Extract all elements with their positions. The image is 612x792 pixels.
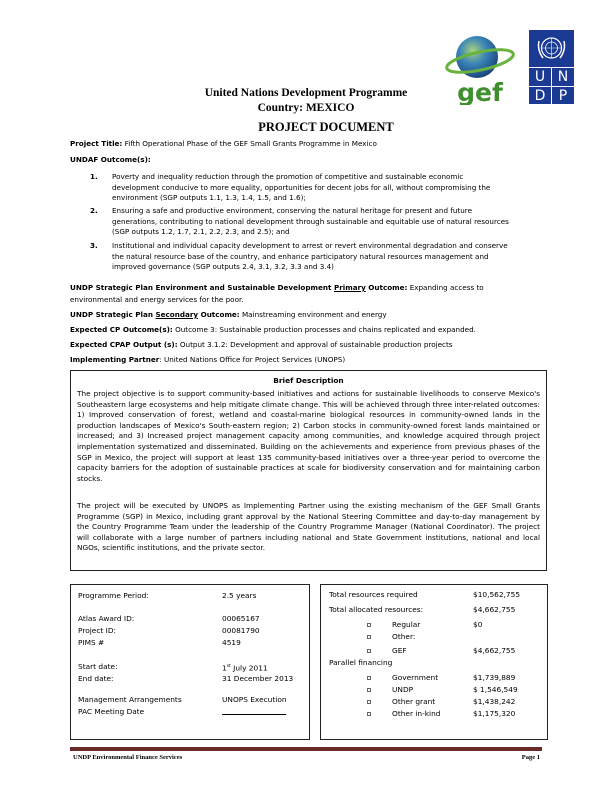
bullet-icon [367, 649, 371, 653]
cpap-output-row [70, 340, 550, 351]
pac-meeting-date-blank [222, 713, 286, 715]
cp-outcome-row [70, 325, 550, 336]
implementing-partner-value: : United Nations Office for Project Services (UNOPS) [159, 355, 346, 364]
undaf-outcome-3 [90, 241, 550, 274]
government-value: $1,739,889 [473, 673, 516, 682]
brief-paragraph-2: The project will be executed by UNOPS as Implementing Partner using the existing mechanism of the GEF Small Grants Programme (SGP) in Mexico, including grant approval by the National Steering Committee and day-to-day management by the Country Programme Team under the leadership of the Country Programme Manager (National Coordinator). The project will collaborate with a large number of partners including national and State Government institutions, national and local NGOs, scientific institutions, and the private sector. [77, 501, 540, 553]
atlas-award-id-label: Atlas Award ID: [78, 614, 135, 623]
outcome-line: development conducive to more equality, opportunities for decent jobs for all, without compromising the [112, 182, 491, 192]
undp-letter-d: D [534, 88, 546, 104]
gef-label: GEF [392, 646, 407, 655]
management-value: UNOPS Execution [222, 695, 287, 704]
secondary-underlined: Secondary [155, 310, 199, 319]
cpap-output-value: Output 3.1.2: Development and approval of sustainable production projects [177, 340, 453, 349]
secondary-outcome-value: Mainstreaming environment and energy [239, 310, 387, 319]
bullet-icon [367, 712, 371, 716]
start-date-label: Start date: [78, 662, 118, 671]
outcome-number: 1. [90, 172, 98, 181]
end-date-label: End date: [78, 674, 114, 683]
primary-outcome-value-cont: environmental and energy services for the poor. [70, 295, 244, 304]
outcome-line: Ensuring a safe and productive environment, conserving the natural heritage for present and future [112, 206, 472, 215]
bullet-icon [367, 623, 371, 627]
government-label: Government [392, 673, 439, 682]
undaf-label: UNDAF Outcome(s): [70, 155, 151, 164]
end-date-value: 31 December 2013 [222, 674, 294, 683]
page-number: Page 1 [521, 754, 540, 761]
outcome-number: 2. [90, 206, 98, 215]
outcome-line: environment (SGP outputs 1.1, 1.3, 1.4, 1.5, and 1.6); [112, 193, 306, 202]
primary-outcome-label: UNDP Strategic Plan Environment and Sustainable Development [70, 283, 334, 292]
project-id-label: Project ID: [78, 626, 116, 635]
outcome-line: generations, contributing to national development through sustainable and equitable use of natural resources [112, 216, 509, 226]
project-id-value: 00081790 [222, 626, 260, 635]
project-title-row [70, 139, 550, 150]
cp-outcome-label: Expected CP Outcome(s): [70, 325, 173, 334]
regular-label: Regular [392, 620, 421, 629]
parallel-financing-label: Parallel financing [329, 658, 393, 667]
undp-label: UNDP [392, 685, 414, 694]
total-allocated-value: $4,662,755 [473, 605, 516, 614]
pims-value: 4519 [222, 638, 241, 647]
other-in-kind-label: Other in-kind [392, 709, 441, 718]
programme-period-label: Programme Period: [78, 591, 149, 600]
outcome-line: improved governance (SGP outputs 2.4, 3.1, 3.2, 3.3 and 3.4) [112, 262, 334, 271]
regular-value: $0 [473, 620, 483, 629]
un-emblem-icon [535, 33, 568, 64]
programme-period-value: 2.5 years [222, 591, 257, 600]
other-in-kind-value: $1,175,320 [473, 709, 516, 718]
project-info-box [70, 584, 310, 740]
project-title-label: Project Title: [70, 139, 123, 148]
secondary-outcome-row [70, 310, 550, 321]
gef-value: $4,662,755 [473, 646, 516, 655]
brief-paragraph-1: The project objective is to support community-based initiatives and actions for sustainable livelihoods to conserve Mexico's Southeastern large ecosystems and help mitigate climate change. This will be achieved through three inter-related outcomes: 1) Improved conservation of forest, wetland and coastal-marine biological resources in community-owned lands in the production landscapes of Mexico's South-eastern region; 2) Carbon stocks in community-owned forest lands maintained or increased; and 3) Increased project management capacity among communities, and knowledge acquired through project implementation systematized and disseminated. Building on the achievements and experience from previous phases of the SGP in Mexico, the project will support at least 135 community-based initiatives over a three-year period to overcome the capacity barriers for the adoption of sustainable practices at scale for biodiversity conservation and for maintaining carbon stocks. [77, 389, 540, 483]
management-label: Management Arrangements [78, 695, 182, 704]
secondary-outcome-label-end: Outcome: [198, 310, 240, 319]
outcome-line: Institutional and individual capacity development to arrest or revert environmental degradation and conserve [112, 241, 508, 250]
primary-outcome-label-end: Outcome: [365, 283, 408, 292]
primary-underlined: Primary [333, 283, 366, 292]
resources-box [320, 584, 548, 740]
outcome-line: (SGP outputs 1.2, 1.7, 2.1, 2.2, 2.3, and 2.5); and [112, 227, 290, 236]
svg-text:gef: gef [457, 78, 503, 105]
undp-value: $ 1,546,549 [473, 685, 518, 694]
other-label: Other: [392, 632, 416, 641]
undaf-outcome-1 [90, 172, 550, 205]
outcome-line: the natural resource base of the country, and enhance participatory natural resources management and [112, 251, 489, 261]
document-type-title: PROJECT DOCUMENT [258, 120, 394, 134]
total-required-label: Total resources required [329, 590, 418, 599]
other-grant-value: $1,438,242 [473, 697, 516, 706]
bullet-icon [367, 700, 371, 704]
primary-outcome-value: Expanding access to [407, 283, 484, 292]
total-required-value: $10,562,755 [473, 590, 521, 599]
other-grant-label: Other grant [392, 697, 436, 706]
start-date-value: 1st July 2011 [222, 663, 268, 673]
outcome-number: 3. [90, 241, 98, 250]
undp-letter-p: P [558, 88, 568, 104]
footer-organization: UNDP Environmental Finance Services [73, 754, 183, 761]
atlas-award-id-value: 00065167 [222, 614, 260, 623]
pac-meeting-label: PAC Meeting Date [78, 707, 145, 716]
brief-description-title: Brief Description [273, 376, 344, 385]
implementing-partner-label: Implementing Partner [70, 355, 160, 364]
bullet-icon [367, 676, 371, 680]
primary-outcome-row [70, 283, 550, 294]
cp-outcome-value: Outcome 3: Sustainable production processes and chains replicated and expanded. [172, 325, 476, 334]
implementing-partner-row [70, 355, 550, 366]
brief-description-box [70, 370, 547, 571]
undaf-outcome-2 [90, 206, 550, 239]
total-allocated-label: Total allocated resources: [329, 605, 424, 614]
pims-label: PIMS # [78, 638, 105, 647]
footer-divider [70, 747, 542, 751]
undp-letter-n: N [557, 69, 569, 85]
organization-title: United Nations Development Programme [204, 87, 408, 99]
project-title-value: Fifth Operational Phase of the GEF Small Grants Programme in Mexico [124, 139, 377, 148]
outcome-line: Poverty and inequality reduction through the promotion of competitive and sustainable economic [112, 172, 464, 181]
country-title: Country: MEXICO [257, 102, 355, 114]
bullet-icon [367, 635, 371, 639]
cpap-output-label: Expected CPAP Output (s): [70, 340, 178, 349]
secondary-outcome-label: UNDP Strategic Plan [70, 310, 156, 319]
undp-letter-u: U [534, 69, 546, 85]
bullet-icon [367, 688, 371, 692]
